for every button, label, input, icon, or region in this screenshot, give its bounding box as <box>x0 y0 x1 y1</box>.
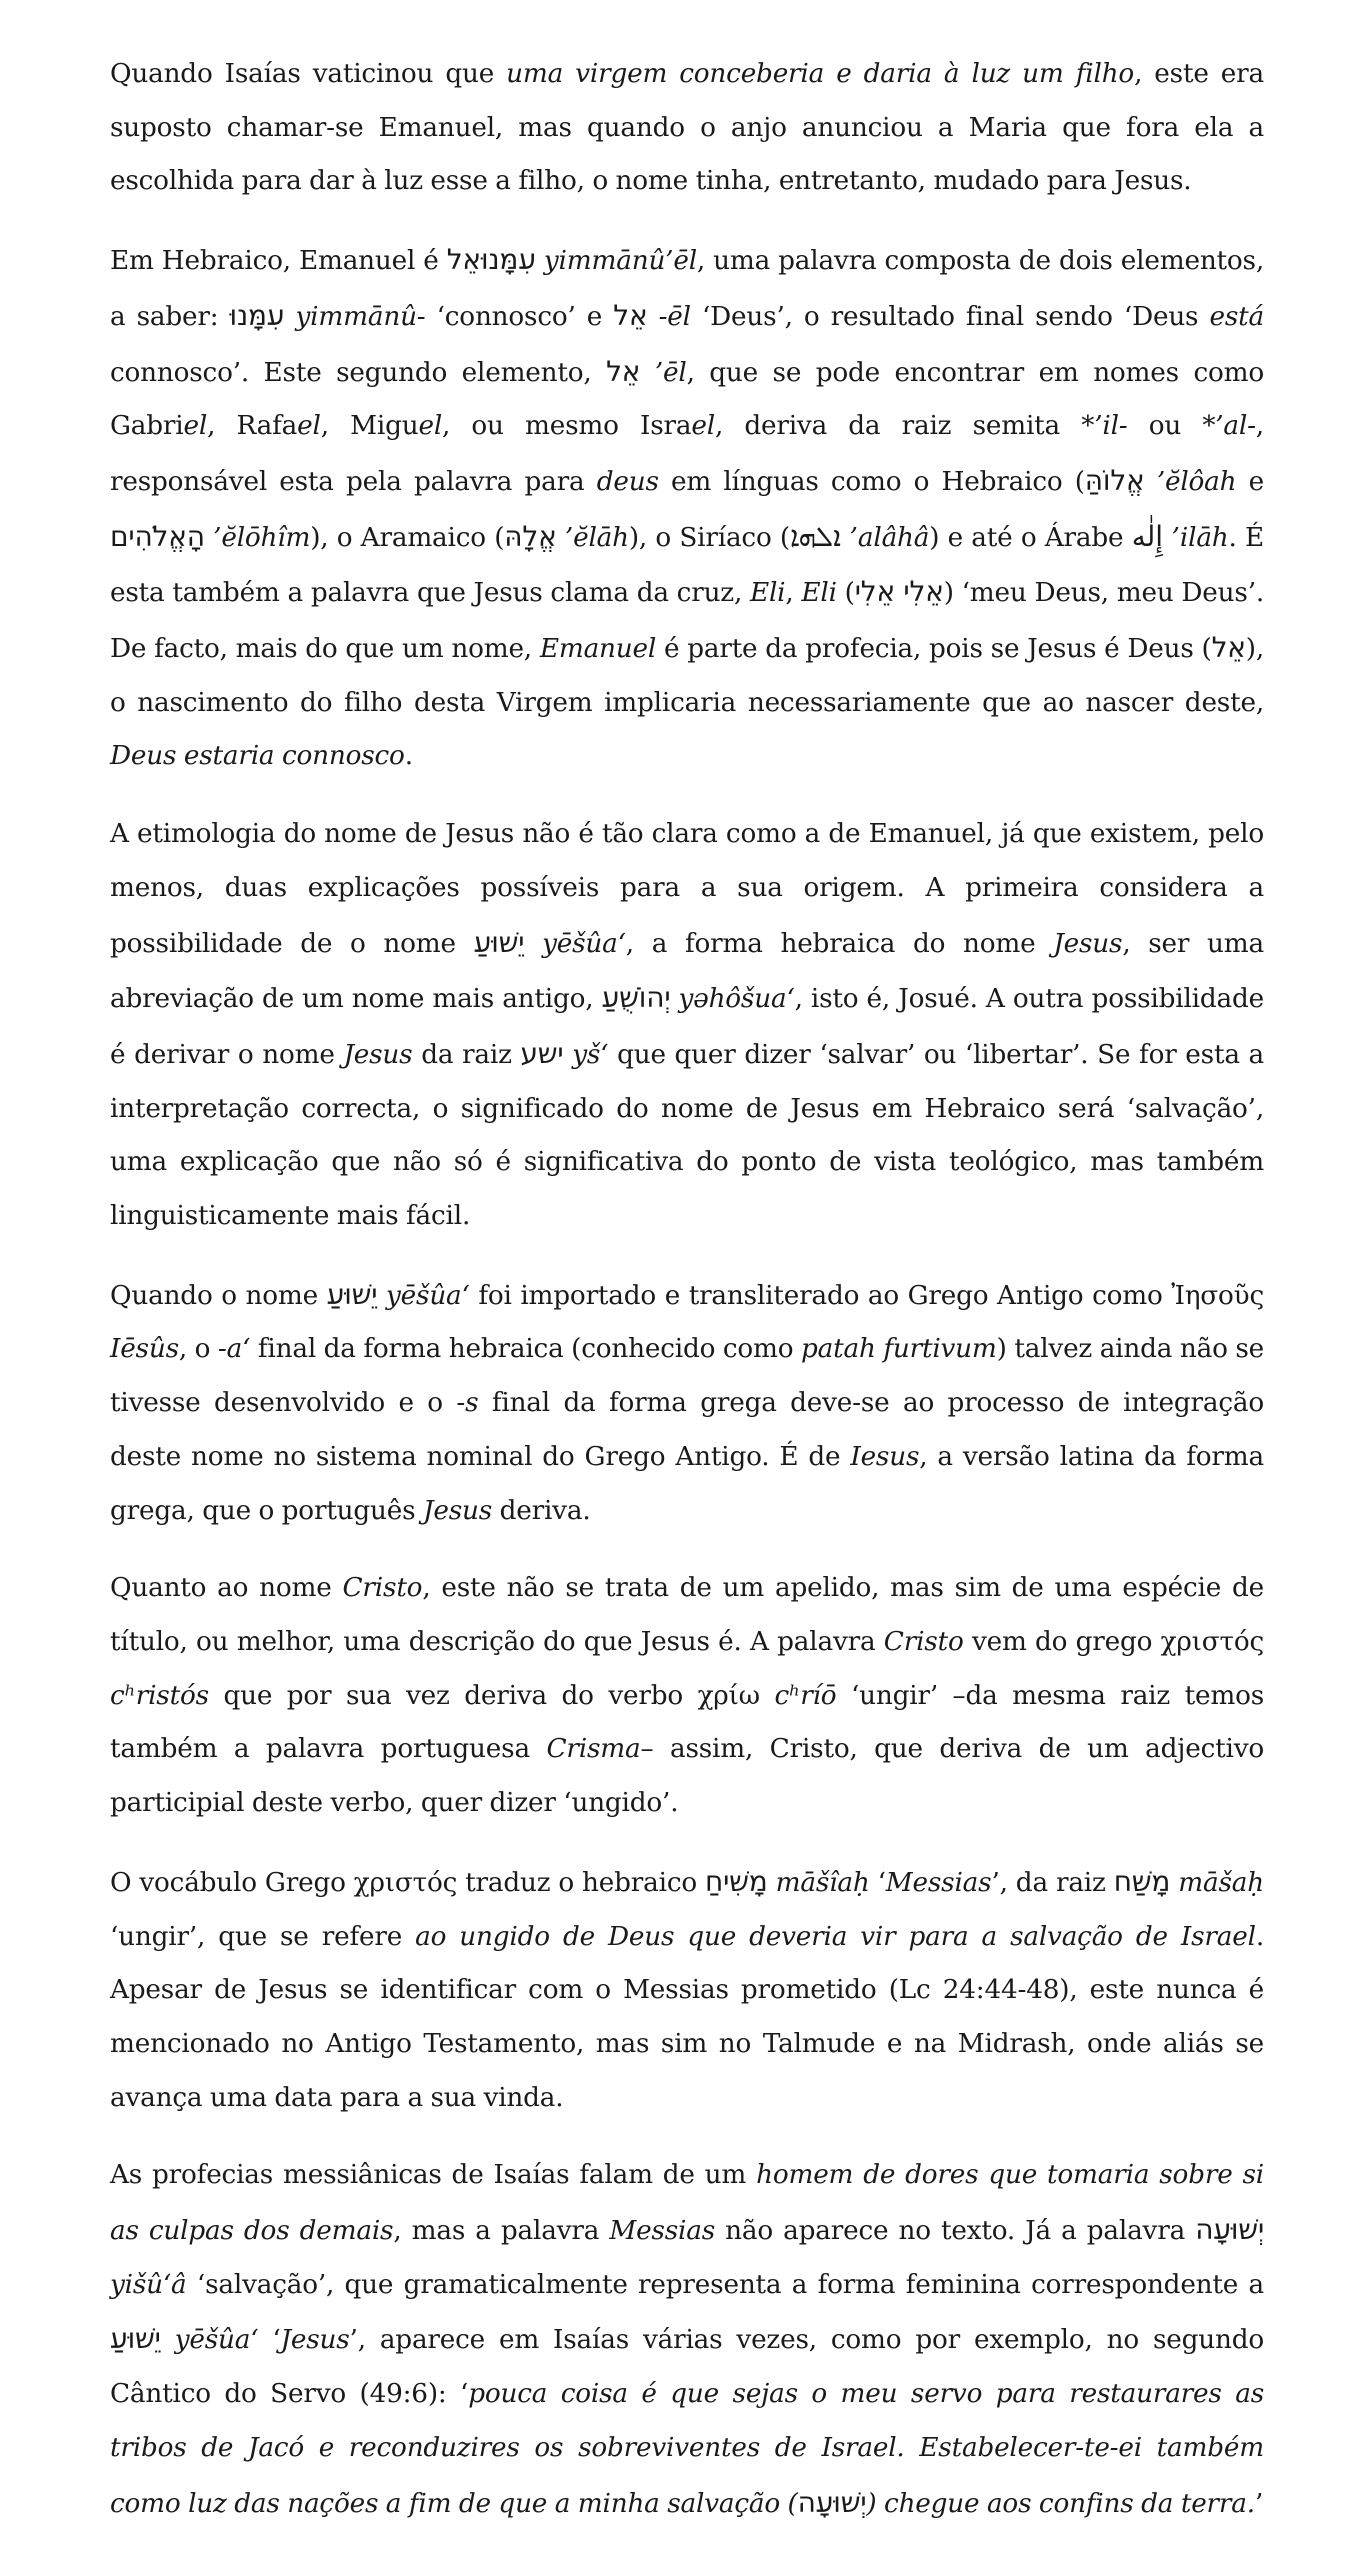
body-text: ’ <box>1254 2488 1264 2519</box>
script-word: ܐܠܗܐ <box>789 519 841 553</box>
italic-text: Iēsûs <box>110 1334 179 1365</box>
italic-text: yəhôšua‘ <box>678 984 795 1015</box>
body-text: ’, da raiz <box>991 1867 1114 1898</box>
body-text: ‘ungir’, que se refere <box>110 1921 416 1952</box>
italic-text: Jesus <box>1053 928 1123 959</box>
body-text <box>1145 467 1157 497</box>
body-text: , Migu <box>320 411 419 442</box>
script-word: מָשִׁיחַ <box>705 1864 768 1898</box>
script-word: יְשׁוּעָה <box>797 2485 867 2519</box>
italic-text: Crisma <box>546 1734 641 1765</box>
italic-text: yēšûa‘ <box>174 2325 259 2356</box>
body-text <box>564 1040 573 1070</box>
body-text: ‘ <box>258 2325 281 2356</box>
script-word: יֵשׁוּעַ <box>326 1277 378 1311</box>
body-text: ‘salvação’, que gramaticalmente representa a forma feminina correspondente a <box>186 2269 1264 2300</box>
paragraph-6 <box>110 1855 1264 2126</box>
script-word: הָאֱלֹהִים <box>110 519 205 553</box>
paragraph-5 <box>110 1562 1264 1831</box>
italic-text: Deus estaria connosco <box>110 741 405 772</box>
italic-text: Jesus <box>343 1039 413 1070</box>
italic-text: ao ungido de Deus que deveria vir para a salvação de Israel <box>415 1921 1256 1952</box>
italic-text: el <box>297 411 321 442</box>
italic-text: cʰríō <box>774 1680 837 1711</box>
body-text: , que se pode encontrar em nomes como Gabri <box>110 357 1264 442</box>
script-word: אֵלִי אֵלִי <box>854 575 944 609</box>
body-text: – assim, Cristo, que deriva de um adjectivo participial deste verbo, quer dizer ‘ungido’. <box>110 1734 1264 1819</box>
italic-text: uma virgem conceberia e daria à luz um filho <box>506 59 1135 89</box>
script-word: יֵשׁוּעַ <box>110 2322 161 2356</box>
body-text: . Apesar de Jesus se identificar com o Messias prometido (Lc 24:44-48), este nunca é mencionado no Antigo Testamento, mas sim no Talmude e na Midrash, onde aliás se avança uma data para a sua vinda. <box>110 1921 1264 2113</box>
body-text: , deriva da raiz semita <box>714 411 1082 442</box>
body-text: ‘ungir’ –da mesma raiz temos também a palavra portuguesa <box>110 1680 1264 1765</box>
italic-text: el <box>691 411 715 442</box>
body-text: ( <box>836 578 855 609</box>
body-text <box>841 523 850 553</box>
paragraph-4 <box>110 1268 1264 1539</box>
body-text <box>284 302 295 332</box>
italic-text: yš‘ <box>572 1039 609 1070</box>
italic-text: Iesus <box>850 1441 920 1472</box>
body-text: O vocábulo Grego χριστός traduz o hebraico <box>110 1867 706 1898</box>
body-text: ) ‘meu Deus, meu Deus’. De facto, mais do que um nome, <box>110 578 1265 665</box>
body-text: , isto é, Josué. A outra possibilidade é derivar o nome <box>110 984 1264 1070</box>
body-text: da raiz <box>412 1039 521 1070</box>
body-text: , o <box>178 1334 218 1365</box>
body-text <box>1163 523 1172 553</box>
body-text: é parte da profecia, pois se Jesus é Deus ( <box>656 634 1212 665</box>
body-text: . É esta também a palavra que Jesus clama da cruz, <box>110 522 1265 609</box>
body-text: não aparece no texto. Já a palavra <box>715 2216 1196 2247</box>
script-word: אֵל <box>1211 631 1246 665</box>
body-text: final da forma hebraica (conhecido como <box>250 1334 801 1365</box>
body-text: , este era suposto chamar-se Emanuel, mas quando o anjo anunciou a Maria que fora ela a escolhida para dar à luz esse a filho, o nome tinha, entretanto, mudado para Jesus. <box>110 59 1264 197</box>
italic-text: patah furtivum <box>801 1334 997 1365</box>
italic-text: *’il- <box>1081 411 1128 442</box>
body-text <box>205 523 213 553</box>
italic-text: ’ilāh <box>1171 522 1229 553</box>
italic-text: cʰristós <box>110 1680 209 1711</box>
italic-text: Eli <box>749 578 786 609</box>
body-text: vem do grego χριστός <box>963 1626 1264 1657</box>
script-word: אֵל <box>613 298 648 332</box>
body-text: foi importado e transliterado ao Grego Antigo como Ἰησοῦς <box>469 1280 1264 1311</box>
italic-text: Jesus <box>423 1495 493 1526</box>
body-text: ) e até o Árabe <box>929 522 1132 553</box>
italic-text: Cristo <box>342 1573 423 1604</box>
body-text: , mas a palavra <box>393 2216 610 2247</box>
italic-text: yimmānû- <box>295 301 426 332</box>
italic-text: ’ĕlāh <box>564 522 629 553</box>
italic-text: -a‘ <box>217 1334 251 1365</box>
body-text: Quanto ao nome <box>110 1573 343 1604</box>
italic-text: Emanuel <box>539 634 657 665</box>
body-text <box>648 302 659 332</box>
script-word: إِلٰه <box>1131 519 1164 553</box>
italic-text: homem de dores que tomaria sobre si as culpas dos demais <box>110 2160 1265 2247</box>
body-text: , a versão latina da forma grega, que o português <box>110 1441 1264 1526</box>
body-text <box>377 1281 386 1311</box>
italic-text: ’alâhâ <box>849 522 930 553</box>
body-text: , ou mesmo Isra <box>442 411 692 442</box>
body-text <box>557 523 565 553</box>
italic-text: yēšûa‘ <box>542 928 626 959</box>
italic-text: māšaḥ <box>1178 1867 1265 1898</box>
italic-text: deus <box>596 466 659 497</box>
body-text: ), o Aramaico ( <box>310 522 505 553</box>
italic-text: *’al- <box>1202 411 1256 442</box>
body-text: connosco’. Este segundo elemento, <box>110 357 607 388</box>
body-text: deriva. <box>492 1495 591 1526</box>
italic-text: -ēl <box>658 301 691 332</box>
body-text: ‘Deus’, o resultado final sendo ‘Deus <box>690 301 1210 332</box>
italic-text: ’ēl <box>654 357 687 388</box>
body-text: e <box>1236 466 1265 497</box>
body-text: final da forma grega deve-se ao processo de integração deste nome no sistema nominal do Grego Antigo. É de <box>110 1388 1264 1472</box>
body-text <box>524 929 542 959</box>
italic-text: ’ĕlôah <box>1156 466 1237 497</box>
body-text: , este não se trata de um apelido, mas sim de uma espécie de título, ou melhor, uma descrição do que Jesus é. A palavra <box>110 1573 1264 1657</box>
italic-text: ’ĕlōhîm <box>213 522 311 553</box>
body-text <box>161 2325 175 2355</box>
body-text: em línguas como o Hebraico ( <box>658 466 1085 497</box>
body-text: ) talvez ainda não se tivesse desenvolvido e o <box>110 1334 1264 1419</box>
italic-text: Eli <box>801 578 837 609</box>
italic-text: Jesus <box>280 2325 350 2356</box>
italic-text: māšîaḥ <box>775 1867 870 1898</box>
script-word: אֱלוֹהַּ <box>1084 463 1145 497</box>
body-text: ), o nascimento do filho desta Virgem implicaria necessariamente que ao nascer deste, <box>110 634 1265 718</box>
italic-text: Cristo <box>883 1626 964 1657</box>
script-word: מָשַׁח <box>1113 1864 1171 1898</box>
script-word: יֵשׁוּעַ <box>473 925 525 959</box>
body-text: que quer dizer ‘salvar’ ou ‘libertar’. Se for esta a interpretação correcta, o significado do nome de Jesus em Hebraico será ‘salvação’, uma explicação que não só é significativa do ponto de vista teológico, mas também linguisticamente mais fácil. <box>110 1039 1264 1232</box>
body-text <box>768 1868 776 1898</box>
italic-text: -s <box>456 1388 479 1419</box>
body-text <box>640 358 655 388</box>
italic-text: yišû‘â <box>110 2269 187 2300</box>
italic-text: yimmānû’ēl <box>543 246 697 277</box>
body-text: A etimologia do nome de Jesus não é tão clara como a de Emanuel, já que existem, pelo menos, duas explicações possíveis para a sua origem. A primeira considera a possibilidade de o nome <box>110 819 1264 959</box>
body-text: , uma palavra composta de dois elementos, a saber: <box>110 246 1265 332</box>
body-text: Quando Isaías vaticinou que <box>110 59 507 89</box>
body-text: ‘ <box>869 1867 886 1898</box>
body-text: . <box>404 741 413 772</box>
italic-text: Messias <box>609 2216 716 2247</box>
italic-text: pouca coisa é que sejas o meu servo para restaurares as tribos de Jacó e reconduzires os sobreviventes de Israel. Estabelecer-te-ei também como luz das nações a fim de que a minha salvação ( <box>110 2379 1264 2519</box>
paragraph-3 <box>110 808 1264 1244</box>
paragraph-2 <box>110 233 1264 784</box>
body-text: ), o Siríaco ( <box>628 522 790 553</box>
body-text: ou <box>1127 411 1203 442</box>
script-word: יְשׁוּעָה <box>1195 2213 1265 2247</box>
paragraph-7 <box>110 2149 1264 2531</box>
body-text: , Rafa <box>207 411 298 442</box>
body-text: , <box>785 578 802 609</box>
body-text: que por sua vez deriva do verbo χρίω <box>208 1680 775 1711</box>
italic-text: el <box>418 411 443 442</box>
italic-text: ) chegue aos confins da terra. <box>866 2488 1255 2519</box>
script-word: עִמָּנוּ <box>229 298 285 332</box>
body-text: , ser uma abreviação de um nome mais antigo, <box>110 928 1264 1015</box>
italic-text: Messias <box>885 1867 992 1898</box>
body-text: , a forma hebraica do nome <box>625 928 1054 959</box>
script-word: ישע <box>520 1036 564 1070</box>
script-word: עִמָּנוּאֵל <box>446 243 536 277</box>
body-text: ‘connosco’ e <box>425 301 614 332</box>
body-text <box>670 984 678 1014</box>
italic-text: está <box>1209 301 1264 332</box>
italic-text: yēšûa‘ <box>386 1280 470 1311</box>
script-word: יְהוֹשֻׁעַ <box>601 981 671 1015</box>
paragraph-1 <box>110 48 1264 209</box>
body-text <box>536 246 544 276</box>
body-text: Quando o nome <box>110 1280 327 1311</box>
script-word: אֵל <box>606 354 641 388</box>
italic-text: el <box>183 411 208 442</box>
body-text: ’, aparece em Isaías várias vezes, como por exemplo, no segundo Cântico do Servo (49:6): ‘ <box>110 2325 1265 2410</box>
body-text: , responsável esta pela palavra para <box>110 411 1264 497</box>
body-text: As profecias messiânicas de Isaías falam de um <box>110 2160 757 2191</box>
body-text: Em Hebraico, Emanuel é <box>110 246 447 277</box>
script-word: אֱלָהּ <box>504 519 557 553</box>
